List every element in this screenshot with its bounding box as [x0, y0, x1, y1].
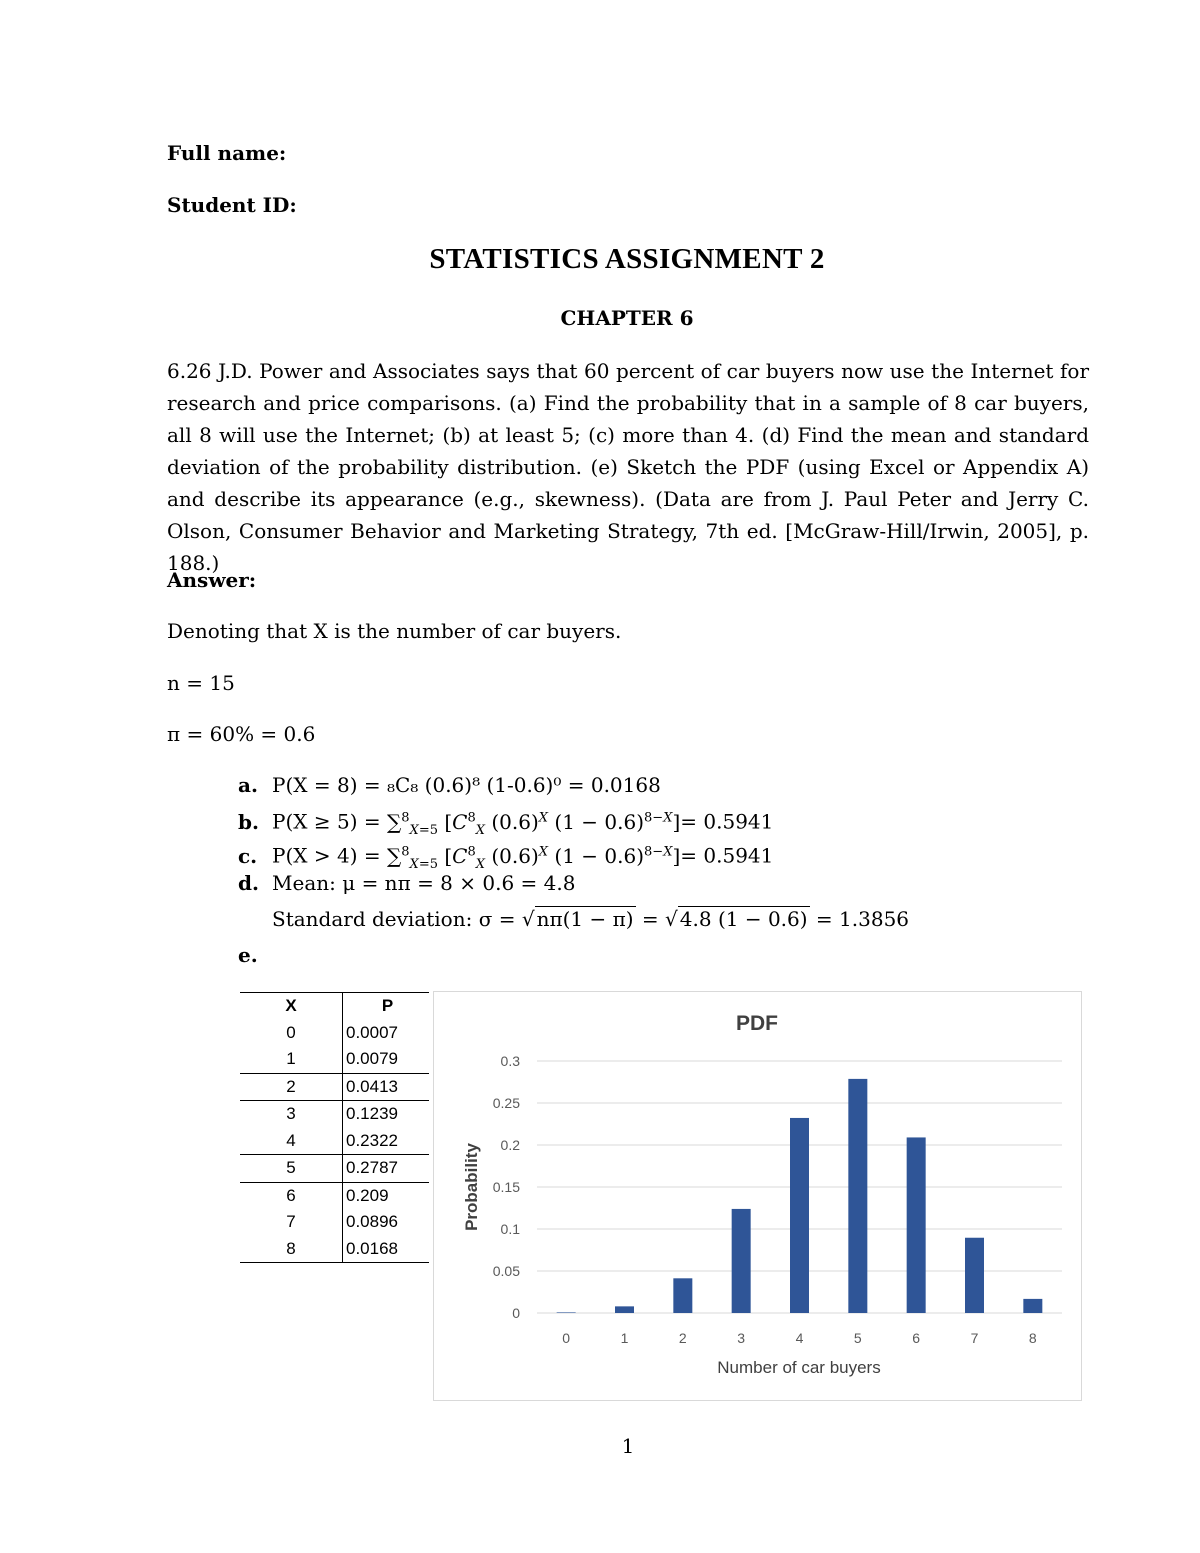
y-tick-label: 0.3 [500, 1053, 520, 1069]
bar [615, 1306, 634, 1313]
page-number: 1 [621, 1434, 635, 1458]
table-cell-x: 5 [240, 1155, 343, 1183]
table-cell-x: 8 [240, 1236, 343, 1263]
item-label: c. [238, 843, 258, 868]
item-b-rhs: = 0.5941 [680, 809, 774, 834]
table-header-p: P [343, 993, 430, 1020]
bar [848, 1079, 867, 1313]
x-tick-label: 4 [795, 1330, 804, 1346]
y-tick-label: 0.05 [492, 1263, 520, 1279]
table-cell-p: 0.0896 [346, 1212, 398, 1232]
x-axis-title: Number of car buyers [717, 1358, 881, 1377]
chapter-heading: CHAPTER 6 [560, 306, 694, 330]
item-a-text: P(X = 8) = ₈C₈ (0.6)⁸ (1-0.6)⁰ = 0.0168 [272, 773, 661, 797]
bar [907, 1137, 926, 1313]
x-tick-label: 2 [678, 1330, 687, 1346]
pdf-chart [433, 991, 1082, 1401]
bar [965, 1238, 984, 1313]
y-tick-label: 0.1 [500, 1221, 520, 1237]
x-tick-label: 8 [1028, 1330, 1037, 1346]
bar [1023, 1299, 1042, 1313]
table-row [240, 1155, 429, 1183]
table-row [240, 1101, 429, 1128]
x-tick-label: 0 [562, 1330, 571, 1346]
y-tick-label: 0.15 [492, 1179, 520, 1195]
table-row [240, 1209, 429, 1236]
item-label: a. [238, 773, 258, 797]
answer-denote: Denoting that X is the number of car buyers. [167, 619, 622, 643]
table-cell-x: 7 [240, 1209, 343, 1236]
answer-item-a [238, 771, 661, 799]
x-tick-label: 5 [853, 1330, 862, 1346]
y-tick-label: 0 [512, 1305, 520, 1321]
table-row [240, 1020, 429, 1047]
table-cell-x: 0 [240, 1020, 343, 1047]
table-row [240, 1046, 429, 1073]
item-label: e. [238, 943, 258, 967]
sd-expr-2: 4.8 (1 − 0.6) [679, 907, 808, 931]
table-cell-p: 0.0413 [343, 1073, 430, 1101]
full-name-label: Full name: [167, 141, 287, 165]
table-cell-p: 0.2787 [343, 1155, 430, 1183]
table-cell-x: 2 [240, 1073, 343, 1101]
answer-pi: π = 60% = 0.6 [167, 722, 316, 746]
table-cell-p: 0.209 [346, 1185, 389, 1205]
y-tick-label: 0.2 [500, 1137, 520, 1153]
answer-item-d-sd: Standard deviation: σ = √ nπ(1 − π) = √ 4.8 (1 − 0.6) = 1.3856 [272, 907, 910, 931]
x-tick-label: 6 [912, 1330, 921, 1346]
table-header-x: X [240, 993, 343, 1020]
table-cell-x: 6 [240, 1182, 343, 1209]
x-tick-label: 1 [620, 1330, 629, 1346]
answer-n: n = 15 [167, 671, 235, 695]
sd-result: = 1.3856 [815, 907, 910, 931]
sd-label: Standard deviation: σ = [272, 907, 522, 931]
y-axis-title: Probability [462, 1143, 481, 1231]
sum-expression: ∑$^8_{X=5}$ [$C^8_X$ $(0.6)^X$ $(1 - 0.6)^{8-X}$] [386, 843, 681, 872]
x-tick-label: 3 [737, 1330, 746, 1346]
item-label: d. [238, 871, 259, 895]
answer-label: Answer: [167, 568, 257, 592]
table-cell-p: 0.2322 [343, 1128, 430, 1155]
table-cell-x: 3 [240, 1101, 343, 1128]
table-cell-p: 0.0079 [343, 1046, 430, 1073]
pdf-chart-svg [434, 992, 1081, 1400]
item-label: b. [238, 809, 259, 834]
table-row [240, 1073, 429, 1101]
table-row [240, 1236, 429, 1263]
table-cell-p: 0.0007 [346, 1022, 398, 1042]
page-title: STATISTICS ASSIGNMENT 2 [429, 243, 825, 275]
item-c-lhs: P(X > 4) = [272, 843, 387, 868]
question-text: 6.26 J.D. Power and Associates says that 60 percent of car buyers now use the Internet for research and price comparisons. (a) Find the probability that in a sample of 8 car buyers, all 8 will use the Internet; (b) at least 5; (c) more than 4. (d) Find the mean and standard deviation of the probability distribution. (e) Sketch the PDF (using Excel or Appendix A) and describe its appearance (e.g., skewness). (Data are from J. Paul Peter and Jerry C. Olson, Consumer Behavior and Marketing Strategy, 7th ed. [McGraw-Hill/Irwin, 2005], p. 188.) [167, 359, 1089, 575]
y-tick-label: 0.25 [492, 1095, 520, 1111]
table-cell-x: 1 [240, 1046, 343, 1073]
item-b-lhs: P(X ≥ 5) = [272, 809, 387, 834]
table-cell-p: 0.1239 [346, 1104, 398, 1124]
item-c-rhs: = 0.5941 [680, 843, 774, 868]
table-cell-p: 0.0168 [343, 1236, 430, 1263]
answer-item-e [238, 941, 272, 969]
student-id-label: Student ID: [167, 193, 297, 217]
bar [673, 1278, 692, 1313]
bar [557, 1312, 576, 1313]
item-d-mean: Mean: μ = nπ = 8 × 0.6 = 4.8 [272, 871, 576, 895]
table-cell-x: 4 [240, 1128, 343, 1155]
chart-title: PDF [736, 1012, 778, 1035]
table-row [240, 1182, 429, 1209]
answer-item-d [238, 869, 575, 897]
bar [732, 1209, 751, 1313]
bar [790, 1118, 809, 1313]
table-row [240, 1128, 429, 1155]
x-tick-label: 7 [970, 1330, 979, 1346]
sd-expr-1: nπ(1 − π) [536, 907, 634, 931]
sum-expression: ∑$^8_{X=5}$ [$C^8_X$ $(0.6)^X$ $(1 - 0.6)^{8-X}$] [386, 809, 681, 838]
probability-table [240, 992, 429, 1263]
